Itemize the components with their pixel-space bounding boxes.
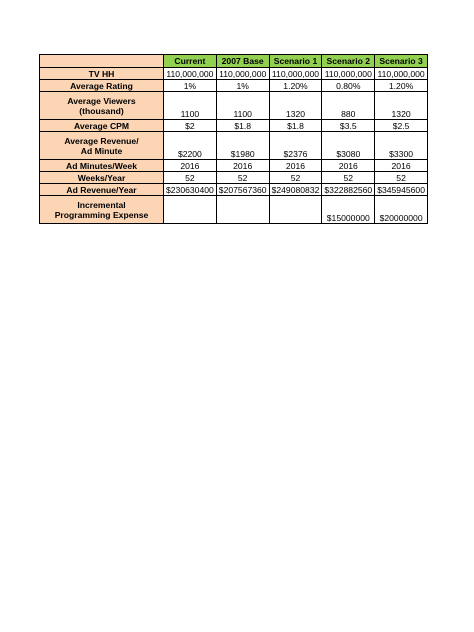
table-row (40, 172, 428, 184)
row-label: Ad Revenue/Year (40, 184, 164, 196)
table-cell: 0.80% (322, 80, 375, 92)
table-cell: 110,000,000 (375, 68, 428, 80)
table-cell: $345945600 (375, 184, 428, 196)
table-row (40, 92, 428, 120)
row-label: Incremental Programming Expense (40, 196, 164, 224)
table-row (40, 184, 428, 196)
table-cell: $207567360 (216, 184, 269, 196)
column-header: Scenario 3 (375, 55, 428, 68)
table-cell (164, 196, 217, 224)
table-cell: $2 (164, 120, 217, 132)
table-cell: $2.5 (375, 120, 428, 132)
table-cell: 52 (322, 172, 375, 184)
table-cell: 1320 (375, 92, 428, 120)
table-cell: 1.20% (375, 80, 428, 92)
table-cell: 52 (216, 172, 269, 184)
table-cell: 52 (375, 172, 428, 184)
table-cell: 1100 (216, 92, 269, 120)
table-cell: $1.8 (216, 120, 269, 132)
column-header: Scenario 2 (322, 55, 375, 68)
table-cell: 1% (164, 80, 217, 92)
column-header: 2007 Base (216, 55, 269, 68)
table-cell: $3.5 (322, 120, 375, 132)
row-label: Average Viewers (thousand) (40, 92, 164, 120)
table-cell: $1980 (216, 132, 269, 160)
table-row (40, 196, 428, 224)
row-label: Average CPM (40, 120, 164, 132)
row-label: Weeks/Year (40, 172, 164, 184)
table-cell: 110,000,000 (269, 68, 322, 80)
row-label: Ad Minutes/Week (40, 160, 164, 172)
table-cell: 1320 (269, 92, 322, 120)
row-label: TV HH (40, 68, 164, 80)
table-cell: $230630400 (164, 184, 217, 196)
header-row (40, 55, 428, 68)
table-cell: $20000000 (375, 196, 428, 224)
table-cell: 1% (216, 80, 269, 92)
table-cell (269, 196, 322, 224)
table-cell: $1.8 (269, 120, 322, 132)
table-cell: $322882560 (322, 184, 375, 196)
table-cell: 1100 (164, 92, 217, 120)
table-cell: $249080832 (269, 184, 322, 196)
table-cell: 2016 (269, 160, 322, 172)
table-cell: $3300 (375, 132, 428, 160)
column-header: Scenario 1 (269, 55, 322, 68)
table-row (40, 132, 428, 160)
table-cell: $2200 (164, 132, 217, 160)
table-cell (216, 196, 269, 224)
column-header: Current (164, 55, 217, 68)
table-cell: 110,000,000 (322, 68, 375, 80)
table-cell: $15000000 (322, 196, 375, 224)
table-cell: 2016 (216, 160, 269, 172)
table-cell: 2016 (164, 160, 217, 172)
table-cell: 52 (164, 172, 217, 184)
revenue-table (39, 54, 428, 224)
table-cell: 110,000,000 (216, 68, 269, 80)
row-label: Average Rating (40, 80, 164, 92)
table-cell: 2016 (375, 160, 428, 172)
table-cell: $3080 (322, 132, 375, 160)
row-label: Average Revenue/ Ad Minute (40, 132, 164, 160)
corner-cell (40, 55, 164, 68)
table-cell: 52 (269, 172, 322, 184)
table-cell: $2376 (269, 132, 322, 160)
table-row (40, 68, 428, 80)
table-cell: 1.20% (269, 80, 322, 92)
table-row (40, 160, 428, 172)
table-cell: 110,000,000 (164, 68, 217, 80)
table-row (40, 80, 428, 92)
table-row (40, 120, 428, 132)
table-cell: 880 (322, 92, 375, 120)
table-cell: 2016 (322, 160, 375, 172)
